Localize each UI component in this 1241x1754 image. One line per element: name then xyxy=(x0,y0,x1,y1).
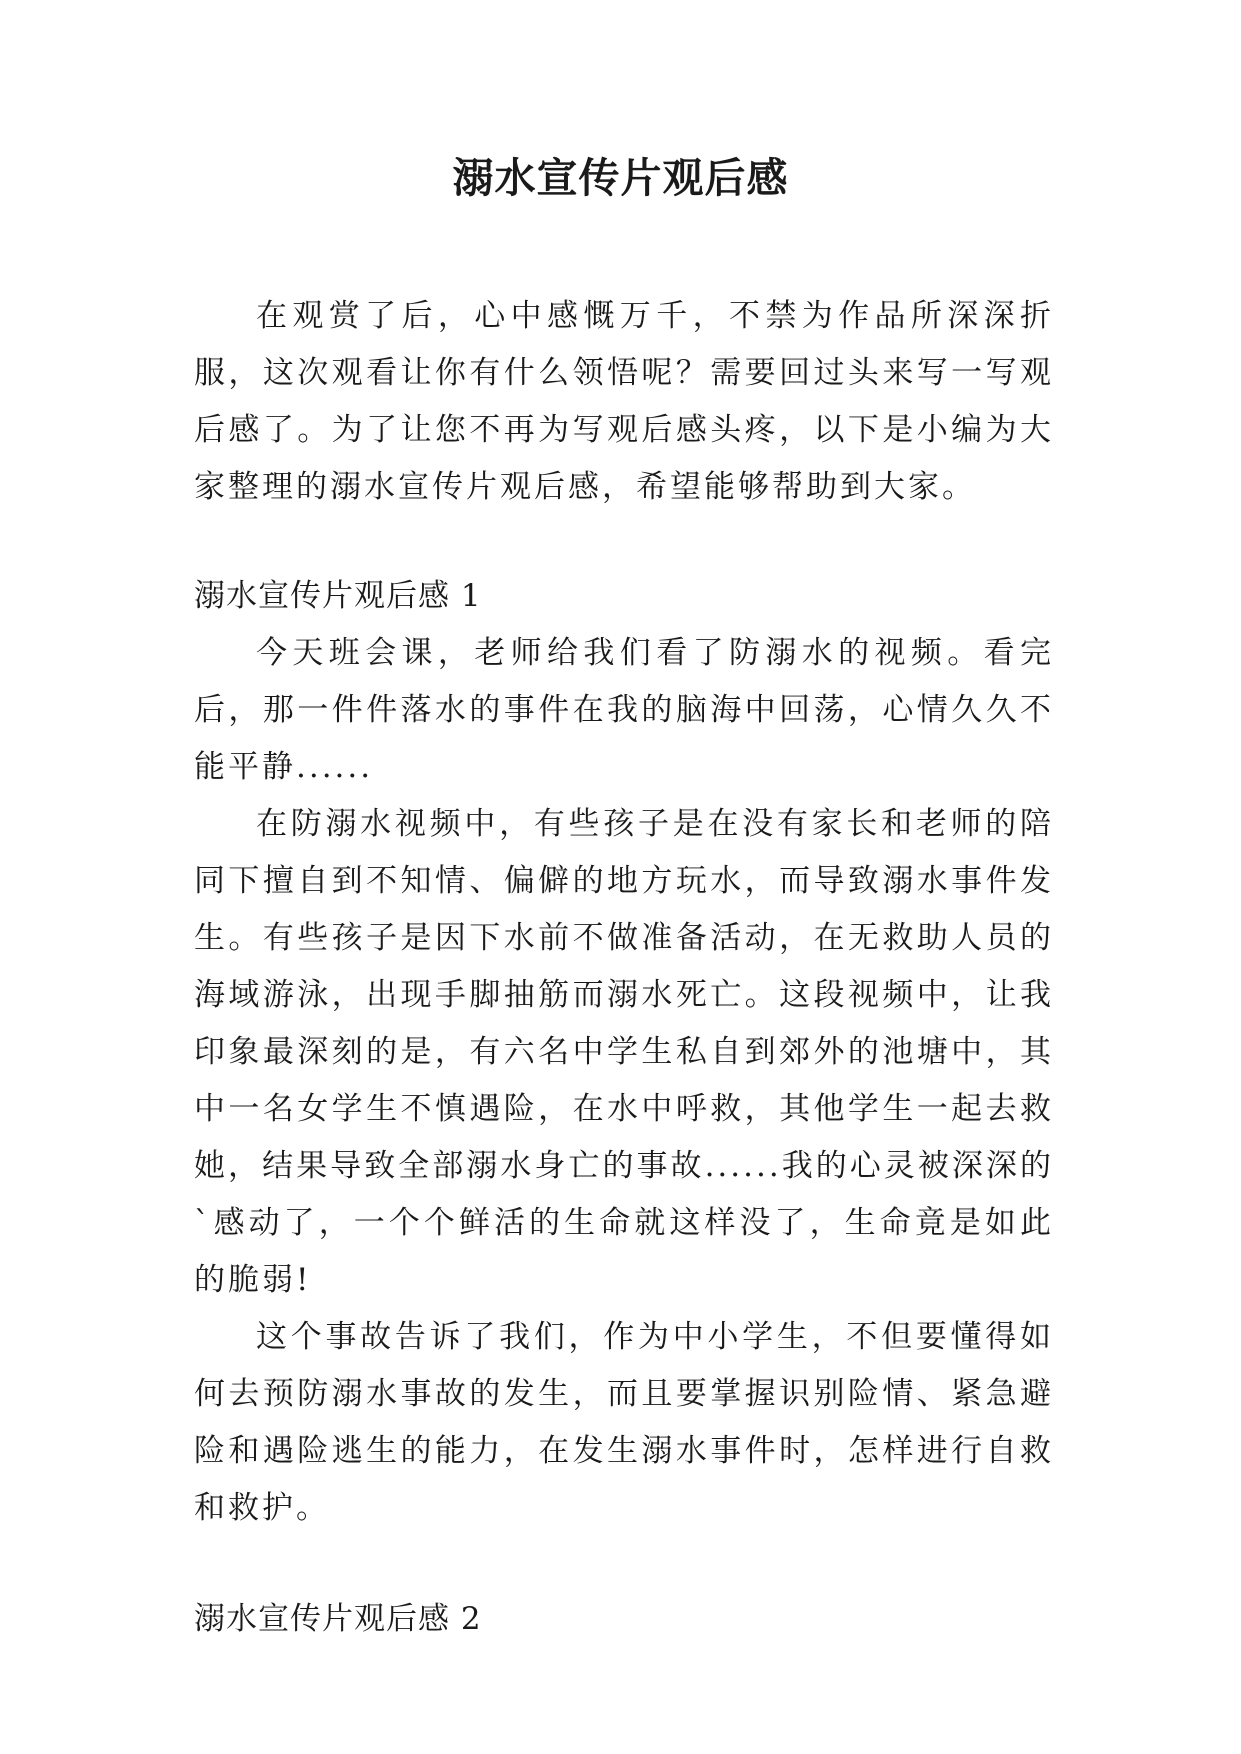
document-body xyxy=(194,288,1054,1648)
section-1-paragraph-1: 今天班会课，老师给我们看了防溺水的视频。看完后，那一件件落水的事件在我的脑海中回荡，心情久久不能平静...... xyxy=(194,635,1054,785)
section-2-heading: 溺水宣传片观后感 2 xyxy=(194,1601,482,1637)
document-title: 溺水宣传片观后感 xyxy=(452,154,789,202)
intro-paragraph: 在观赏了后，心中感慨万千，不禁为作品所深深折服，这次观看让你有什么领悟呢？需要回过头来写一写观后感了。为了让您不再为写观后感头疼，以下是小编为大家整理的溺水宣传片观后感，希望能够帮助到大家。 xyxy=(194,298,1054,505)
section-1-heading: 溺水宣传片观后感 1 xyxy=(194,578,482,614)
section-1-paragraph-3: 这个事故告诉了我们，作为中小学生，不但要懂得如何去预防溺水事故的发生，而且要掌握识别险情、紧急避险和遇险逃生的能力，在发生溺水事件时，怎样进行自救和救护。 xyxy=(194,1319,1054,1526)
section-1-paragraph-2: 在防溺水视频中，有些孩子是在没有家长和老师的陪同下擅自到不知情、偏僻的地方玩水，而导致溺水事件发生。有些孩子是因下水前不做准备活动，在无救助人员的海域游泳，出现手脚抽筋而溺水死亡。这段视频中，让我印象最深刻的是，有六名中学生私自到郊外的池塘中，其中一名女学生不慎遇险，在水中呼救，其他学生一起去救她，结果导致全部溺水身亡的事故......我的心灵被深深的`感动了，一个个鲜活的生命就这样没了，生命竟是如此的脆弱! xyxy=(194,806,1054,1298)
